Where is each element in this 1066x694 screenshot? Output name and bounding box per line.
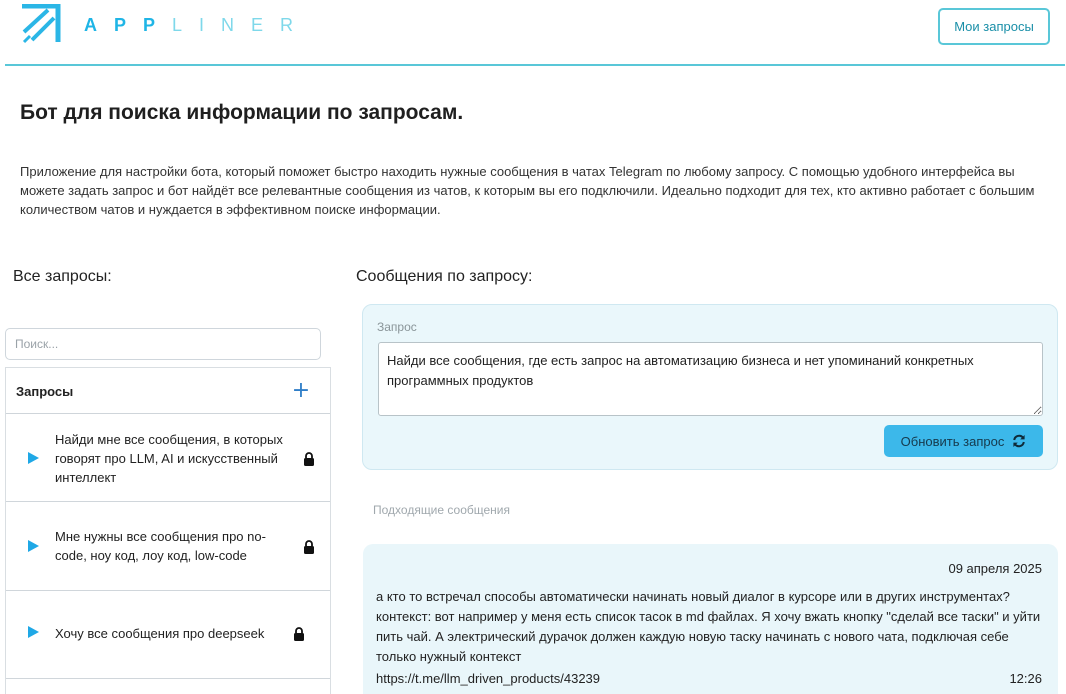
- query-label: Запрос: [377, 320, 417, 334]
- all-requests-heading: Все запросы:: [13, 268, 112, 285]
- request-item-label: Найди мне все сообщения, в которых говорят про LLM, AI и искусственный интеллект: [55, 432, 283, 485]
- page-title: Бот для поиска информации по запросам.: [20, 101, 464, 124]
- play-icon[interactable]: [28, 540, 39, 552]
- message-link[interactable]: https://t.me/llm_driven_products/43239: [376, 671, 601, 686]
- message-time: 12:26: [1009, 671, 1042, 686]
- header-divider: [5, 64, 1065, 66]
- play-icon[interactable]: [28, 626, 39, 638]
- query-textarea[interactable]: [378, 342, 1043, 416]
- add-request-button[interactable]: +: [291, 377, 311, 403]
- update-query-label: Обновить запрос: [900, 433, 1005, 449]
- message-text: а кто то встречал способы автоматически начинать новый диалог в курсоре или в других инструментах? контекст: вот например у меня есть список тасок в md файлах. Я хочу вжать кнопку "сделай все таски" и уйти пить чай. А электрический дурачок должен каждую новую таску начинать с нового чата, подключая себе только нужный контекст: [376, 589, 1041, 664]
- logo-wordmark: [84, 15, 310, 36]
- message-date: 09 апреля 2025: [948, 561, 1042, 576]
- logo-icon: [20, 4, 64, 46]
- my-requests-button[interactable]: Мои запросы: [938, 8, 1050, 45]
- query-card: [362, 304, 1058, 470]
- request-item[interactable]: [6, 591, 330, 679]
- logo-text-app: APP: [84, 15, 173, 35]
- update-query-button[interactable]: [884, 425, 1043, 457]
- request-item[interactable]: [6, 414, 330, 502]
- message-card: [363, 544, 1058, 694]
- request-item-label: Мне нужны все сообщения про no-code, ноу код, лоу код, low-code: [55, 529, 266, 563]
- requests-list: [5, 367, 331, 694]
- play-icon[interactable]: [28, 452, 39, 464]
- request-item[interactable]: [6, 502, 330, 591]
- requests-list-header: [6, 368, 330, 414]
- logo-text-liner: LINER: [172, 15, 311, 35]
- search-input[interactable]: [5, 328, 321, 360]
- matching-messages-label: Подходящие сообщения: [373, 503, 510, 517]
- refresh-icon: [1012, 434, 1026, 448]
- request-item-label: Хочу все сообщения про deepseek: [55, 626, 265, 641]
- lock-icon: [293, 627, 305, 641]
- app-header: [0, 0, 1066, 66]
- lock-icon: [303, 452, 315, 466]
- page-description: Приложение для настройки бота, который поможет быстро находить нужные сообщения в чатах Telegram по любому запросу. С помощью удобного интерфейса вы можете задать запрос и бот найдёт все релевантные сообщения из чатов, к которым вы его подключили. Идеально подходит для тех, кто активно работает с большим количеством чатов и нуждается в эффективном поиске информации.: [20, 164, 1035, 217]
- messages-heading: Сообщения по запросу:: [356, 268, 533, 285]
- requests-list-title: Запросы: [16, 384, 74, 399]
- lock-icon: [303, 540, 315, 554]
